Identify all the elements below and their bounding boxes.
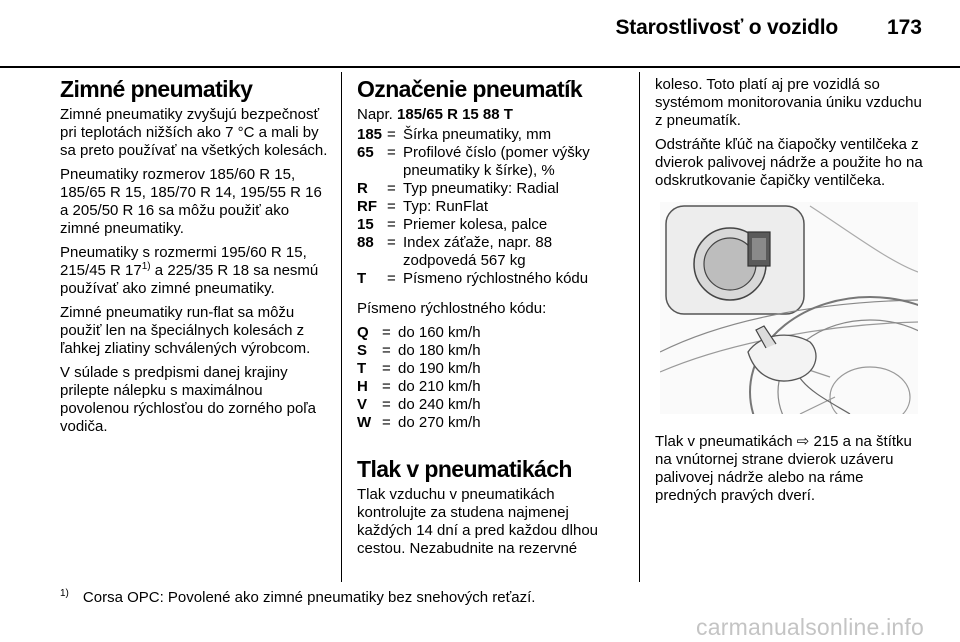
- speed-code-intro: Písmeno rýchlostného kódu:: [357, 300, 547, 317]
- designation-example: Napr. 185/65 R 15 88 T: [357, 106, 513, 123]
- definition-value: Šírka pneumatiky, mm: [403, 126, 552, 143]
- definition-equals: =: [382, 342, 391, 359]
- definition-key: T: [357, 360, 367, 377]
- definition-value: Typ pneumatiky: Radial: [403, 180, 559, 197]
- paragraph-pressure-label: Tlak v pneumatikách ⇨ 215 a na štítku na vnútornej strane dvierok uzáveru palivovej nádrže alebo na ráme predných pravých dverí.: [655, 433, 912, 504]
- definition-value: do 240 km/h: [398, 396, 481, 413]
- definition-row: [357, 198, 627, 216]
- definition-row: [357, 342, 627, 360]
- definition-equals: =: [387, 180, 396, 197]
- definition-equals: =: [382, 378, 391, 395]
- definition-equals: =: [382, 324, 391, 341]
- definition-row: [357, 324, 627, 342]
- column-winter-tires: [60, 76, 330, 442]
- column-tire-designation: [357, 76, 627, 564]
- footnote: [60, 588, 760, 606]
- definition-value: do 270 km/h: [398, 414, 481, 431]
- definition-key: 15: [357, 216, 374, 233]
- definition-row: [357, 396, 627, 414]
- definition-row: [357, 414, 627, 432]
- definition-equals: =: [382, 360, 391, 377]
- definition-value: do 210 km/h: [398, 378, 481, 395]
- definition-key: 65: [357, 144, 374, 161]
- definition-equals: =: [387, 198, 396, 215]
- column-pressure-continued: [655, 76, 927, 511]
- definition-key: V: [357, 396, 368, 413]
- paragraph-winter-sizes: Pneumatiky rozmerov 185/60 R 15, 185/65 R 15, 185/70 R 14, 195/55 R 16 a 205/50 R 16 sa môžu použiť ako zimné pneumatiky.: [60, 166, 322, 237]
- definition-row: [357, 144, 627, 180]
- definition-row: [357, 126, 627, 144]
- definition-equals: =: [387, 270, 396, 287]
- definition-key: Q: [357, 324, 369, 341]
- definition-key: R: [357, 180, 368, 197]
- definition-value: do 190 km/h: [398, 360, 481, 377]
- definition-equals: =: [382, 414, 391, 431]
- definition-equals: =: [387, 234, 396, 251]
- paragraph-winter-forbidden: Pneumatiky s rozmermi 195/60 R 15, 215/45 R 17$^{1)}$ a 225/35 R 18 sa nesmú používať ako zimné pneumatiky.: [60, 244, 319, 297]
- definition-row: [357, 180, 627, 198]
- definition-value: Priemer kolesa, palce: [403, 216, 548, 233]
- definition-row: [357, 270, 627, 288]
- definition-value: do 180 km/h: [398, 342, 481, 359]
- page-number: 173: [886, 16, 922, 39]
- paragraph-runflat: Zimné pneumatiky run-flat sa môžu použiť len na špeciálnych kolesách z ľahkej zliatiny schválených výrobcom.: [60, 304, 311, 357]
- page-header: [0, 10, 960, 60]
- definition-row: [357, 378, 627, 396]
- definition-value: Index záťaže, napr. 88 zodpovedá 567 kg: [403, 234, 553, 269]
- paragraph-spare-wheel: koleso. Toto platí aj pre vozidlá so systémom monitorovania úniku vzduchu z pneumatík.: [655, 76, 922, 129]
- header-rule: [0, 66, 960, 68]
- definition-row: [357, 234, 627, 270]
- footnote-mark: 1): [60, 588, 69, 599]
- heading-winter-tires: Zimné pneumatiky: [60, 76, 253, 102]
- column-divider-2: [639, 72, 640, 582]
- definition-equals: =: [387, 126, 396, 143]
- paragraph-pressure-check: Tlak vzduchu v pneumatikách kontrolujte za studena najmenej každých 14 dní a pred každou dlhou cestou. Nezabudnite na rezervné: [357, 486, 599, 557]
- watermark: carmanualsonline.info: [696, 614, 924, 640]
- definition-key: H: [357, 378, 368, 395]
- definition-value: do 160 km/h: [398, 324, 481, 341]
- definition-equals: =: [387, 216, 396, 233]
- definition-key: RF: [357, 198, 377, 215]
- page-section-title: Starostlivosť o vozidlo: [615, 16, 838, 39]
- paragraph-speed-sticker: V súlade s predpismi danej krajiny prilepte nálepku s maximálnou povolenou rýchlosťou do zorného poľa vodiča.: [60, 364, 317, 435]
- definition-key: S: [357, 342, 368, 359]
- definition-row: [357, 216, 627, 234]
- footnote-ref: 1): [141, 261, 151, 272]
- definition-value: Profilové číslo (pomer výšky pneumatiky k šírke), %: [403, 144, 590, 179]
- paragraph-valve-key: Odstráňte kľúč na čiapočky ventilčeka z dvierok palivovej nádrže a použite ho na odskrutkovanie čapičky ventilčeka.: [655, 136, 923, 189]
- heading-tire-pressure: Tlak v pneumatikách: [357, 456, 572, 482]
- definition-equals: =: [382, 396, 391, 413]
- paragraph-winter-intro: Zimné pneumatiky zvyšujú bezpečnosť pri teplotách nižších ako 7 °C a mali by sa preto používať na všetkých kolesách.: [60, 106, 328, 159]
- definition-equals: =: [387, 144, 396, 161]
- definition-value: Písmeno rýchlostného kódu: [403, 270, 589, 287]
- definition-value: Typ: RunFlat: [403, 198, 489, 215]
- footnote-text: Corsa OPC: Povolené ako zimné pneumatiky bez snehových reťazí.: [82, 589, 536, 606]
- column-divider-1: [341, 72, 342, 582]
- definition-key: W: [357, 414, 372, 431]
- definition-key: T: [357, 270, 367, 287]
- definition-row: [357, 360, 627, 378]
- definition-key: 88: [357, 234, 374, 251]
- speed-code-list: [357, 324, 627, 432]
- definition-key: 185: [357, 126, 383, 143]
- illustration-fuel-door-valve-key: [660, 202, 918, 414]
- heading-tire-designation: Označenie pneumatík: [357, 76, 583, 102]
- designation-definitions: [357, 126, 627, 288]
